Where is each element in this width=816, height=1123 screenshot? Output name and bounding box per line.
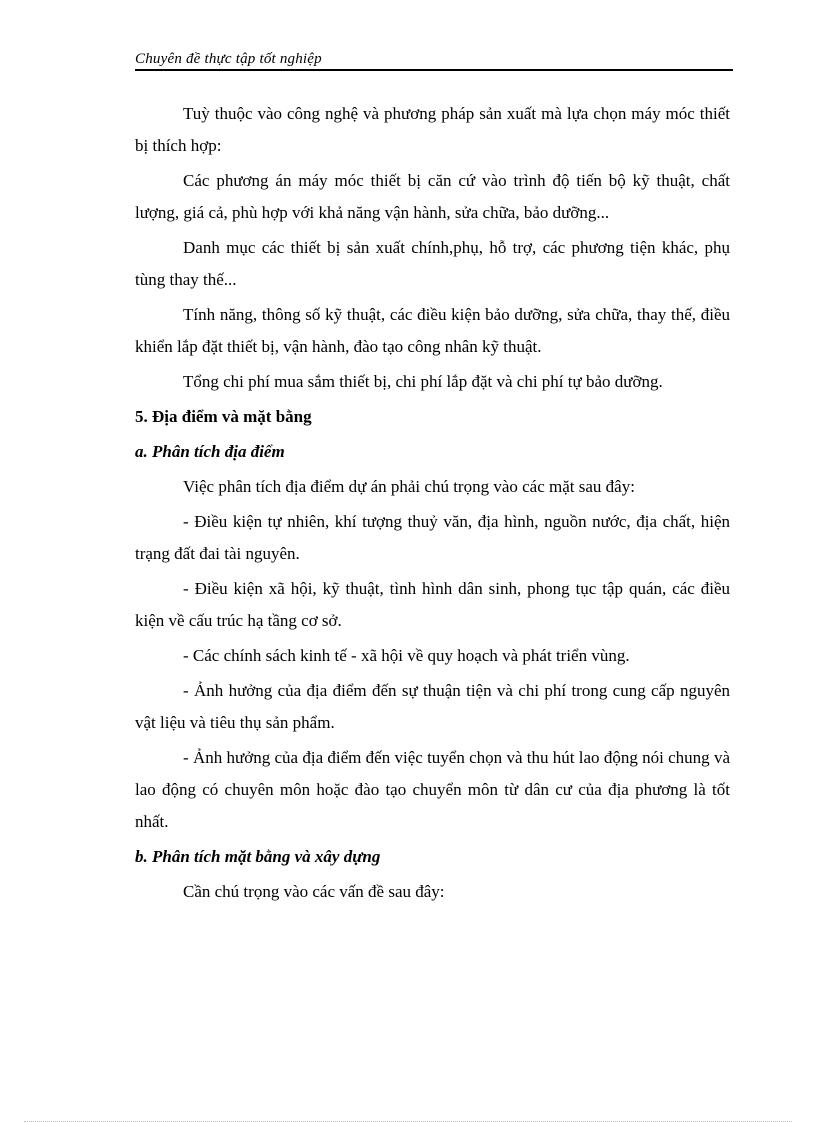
- paragraph-technical-specs: Tính năng, thông số kỹ thuật, các điều kiện bảo dưỡng, sửa chữa, thay thế, điều khiển lắp đặt thiết bị, vận hành, đào tạo công nhân kỹ thuật.: [135, 305, 730, 356]
- paragraph-supply-impact: - Ảnh hưởng của địa điểm đến sự thuận tiện và chi phí trong cung cấp nguyên vật liệu và tiêu thụ sản phẩm.: [135, 681, 730, 732]
- paragraph-total-cost: Tổng chi phí mua sắm thiết bị, chi phí lắp đặt và chi phí tự bảo dưỡng.: [183, 372, 663, 391]
- paragraph-site-intro: Cần chú trọng vào các vấn đề sau đây:: [183, 882, 445, 901]
- paragraph-location-intro: Việc phân tích địa điểm dự án phải chú trọng vào các mặt sau đây:: [183, 477, 635, 496]
- document-body: [135, 98, 730, 911]
- page-header: [135, 50, 733, 71]
- paragraph-social-conditions: - Điều kiện xã hội, kỹ thuật, tình hình dân sinh, phong tục tập quán, các điều kiện về cấu trúc hạ tầng cơ sở.: [135, 579, 730, 630]
- subsection-heading-site-analysis: b. Phân tích mặt bằng và xây dựng: [135, 847, 381, 866]
- paragraph-equipment-selection: Tuỳ thuộc vào công nghệ và phương pháp sản xuất mà lựa chọn máy móc thiết bị thích hợp:: [135, 104, 730, 155]
- section-heading-location: 5. Địa điểm và mặt bằng: [135, 407, 312, 426]
- paragraph-policies: - Các chính sách kinh tế - xã hội về quy hoạch và phát triển vùng.: [183, 646, 630, 665]
- header-title: Chuyên đề thực tập tốt nghiệp: [135, 51, 322, 67]
- page-bottom-divider: [24, 1121, 792, 1122]
- paragraph-equipment-options: Các phương án máy móc thiết bị căn cứ vào trình độ tiến bộ kỹ thuật, chất lượng, giá cả, phù hợp với khả năng vận hành, sửa chữa, bảo dưỡng...: [135, 171, 730, 222]
- subsection-heading-location-analysis: a. Phân tích địa điểm: [135, 442, 285, 461]
- paragraph-natural-conditions: - Điều kiện tự nhiên, khí tượng thuỷ văn, địa hình, nguồn nước, địa chất, hiện trạng đất đai tài nguyên.: [135, 512, 730, 563]
- paragraph-labor-impact: - Ảnh hưởng của địa điểm đến việc tuyển chọn và thu hút lao động nói chung và lao động có chuyên môn hoặc đào tạo chuyển môn từ dân cư của địa phương là tốt nhất.: [135, 748, 730, 831]
- paragraph-equipment-list: Danh mục các thiết bị sản xuất chính,phụ, hỗ trợ, các phương tiện khác, phụ tùng thay thế...: [135, 238, 730, 289]
